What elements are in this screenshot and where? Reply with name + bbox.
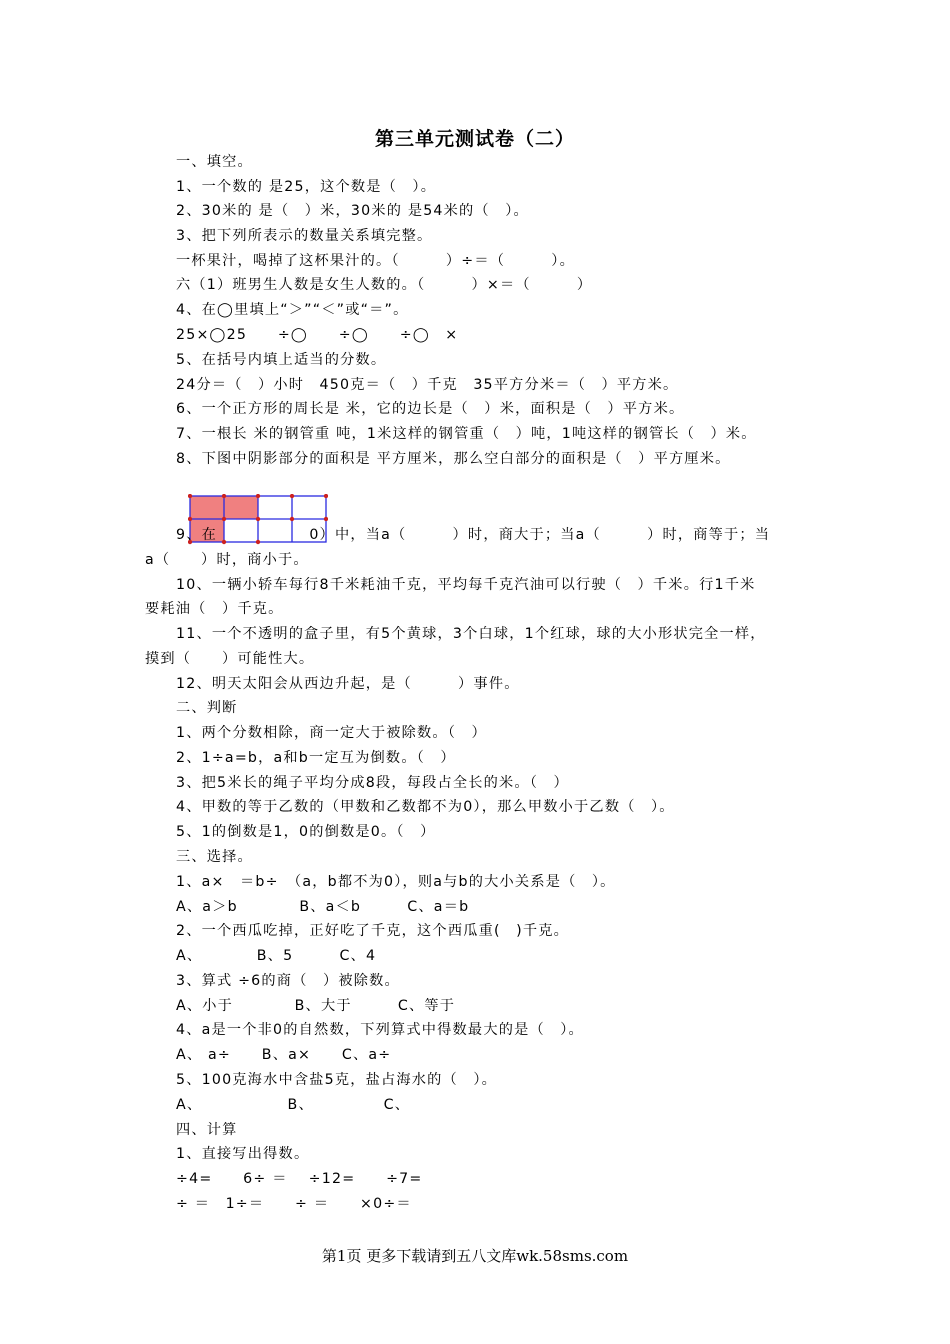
question-line: 4、在◯里填上“＞”“＜”或“＝”。: [176, 302, 409, 318]
section-heading-judge: 二、判断: [176, 700, 238, 716]
question-line: 3、算式 ÷6的商（ ）被除数。: [176, 973, 400, 989]
answer-options: A、 B、 C、: [176, 1097, 411, 1113]
question-line: 6、一个正方形的周长是 米，它的边长是（ ）米，面积是（ ）平方米。: [176, 401, 685, 417]
shaded-cell: [224, 496, 258, 519]
section-heading-fill: 一、填空。: [176, 154, 253, 170]
question-line: 3、把5米长的绳子平均分成8段，每段占全长的米。（ ）: [176, 775, 569, 791]
question-line: 1、直接写出得数。: [176, 1146, 310, 1162]
answer-options: A、 a÷ B、a× C、a÷: [176, 1047, 392, 1063]
question-line: 25×◯25 ÷◯ ÷◯ ÷◯ ×: [176, 327, 459, 343]
calc-row: ÷ ＝ 1÷＝ ÷ ＝ ×0÷＝: [176, 1196, 412, 1212]
question-line: 7、一根长 米的钢管重 吨，1米这样的钢管重（ ）吨，1吨这样的钢管长（ ）米。: [176, 426, 757, 442]
question-line: 10、一辆小轿车每行8千米耗油千克，平均每千克汽油可以行驶（ ）千米。行1千米: [176, 577, 756, 593]
question-line: 5、100克海水中含盐5克，盐占海水的（ ）。: [176, 1072, 498, 1088]
question-line: 摸到（ ）可能性大。: [145, 651, 315, 667]
answer-options: A、小于 B、大于 C、等于: [176, 998, 456, 1014]
question-line: 1、一个数的 是25，这个数是（ ）。: [176, 179, 437, 195]
calc-row: ÷4= 6÷ ＝ ÷12= ÷7=: [176, 1171, 423, 1187]
question-line: 2、30米的 是（ ）米，30米的 是54米的（ ）。: [176, 203, 529, 219]
shaded-cell: [190, 496, 224, 519]
page-footer: 第1页 更多下载请到五八文库wk.58sms.com: [321, 1247, 629, 1265]
section-heading-choice: 三、选择。: [176, 849, 253, 865]
question-line: 4、甲数的等于乙数的（甲数和乙数都不为0），那么甲数小于乙数（ ）。: [176, 799, 675, 815]
question-line: 9、在 0）中，当a（ ）时，商大于；当a（ ）时，商等于；当: [176, 527, 771, 543]
question-line: 5、1的倒数是1，0的倒数是0。（ ）: [176, 824, 436, 840]
question-line: 一杯果汁，喝掉了这杯果汁的。（ ）÷＝（ ）。: [176, 253, 575, 269]
page-title: 第三单元测试卷（二）: [374, 128, 575, 150]
question-line: 5、在括号内填上适当的分数。: [176, 352, 387, 368]
question-line: a（ ）时，商小于。: [145, 552, 309, 568]
answer-options: A、 B、5 C、4: [176, 948, 377, 964]
question-line: 12、明天太阳会从西边升起，是（ ）事件。: [176, 676, 520, 692]
question-line: 4、a是一个非0的自然数，下列算式中得数最大的是（ ）。: [176, 1022, 584, 1038]
question-line: 1、a× ＝b÷ （a，b都不为0），则a与b的大小关系是（ ）。: [176, 874, 616, 890]
question-line: 11、一个不透明的盒子里，有5个黄球，3个白球，1个红球，球的大小形状完全一样，: [176, 626, 766, 642]
answer-options: A、a＞b B、a＜b C、a＝b: [176, 899, 470, 915]
question-line: 2、1÷a=b，a和b一定互为倒数。（ ）: [176, 750, 456, 766]
question-line: 2、一个西瓜吃掉，正好吃了千克，这个西瓜重( )千克。: [176, 923, 569, 939]
question-line: 3、把下列所表示的数量关系填完整。: [176, 228, 433, 244]
question-line: 24分＝（ ）小时 450克＝（ ）千克 35平方分米＝（ ）平方米。: [176, 377, 679, 393]
question-line: 8、下图中阴影部分的面积是 平方厘米，那么空白部分的面积是（ ）平方厘米。: [176, 451, 731, 467]
question-line: 六（1）班男生人数是女生人数的。（ ）×＝（ ）: [176, 277, 593, 293]
question-line: 1、两个分数相除，商一定大于被除数。（ ）: [176, 725, 487, 741]
question-line: 要耗油（ ）千克。: [145, 601, 284, 617]
section-heading-calc: 四、计算: [176, 1122, 238, 1138]
